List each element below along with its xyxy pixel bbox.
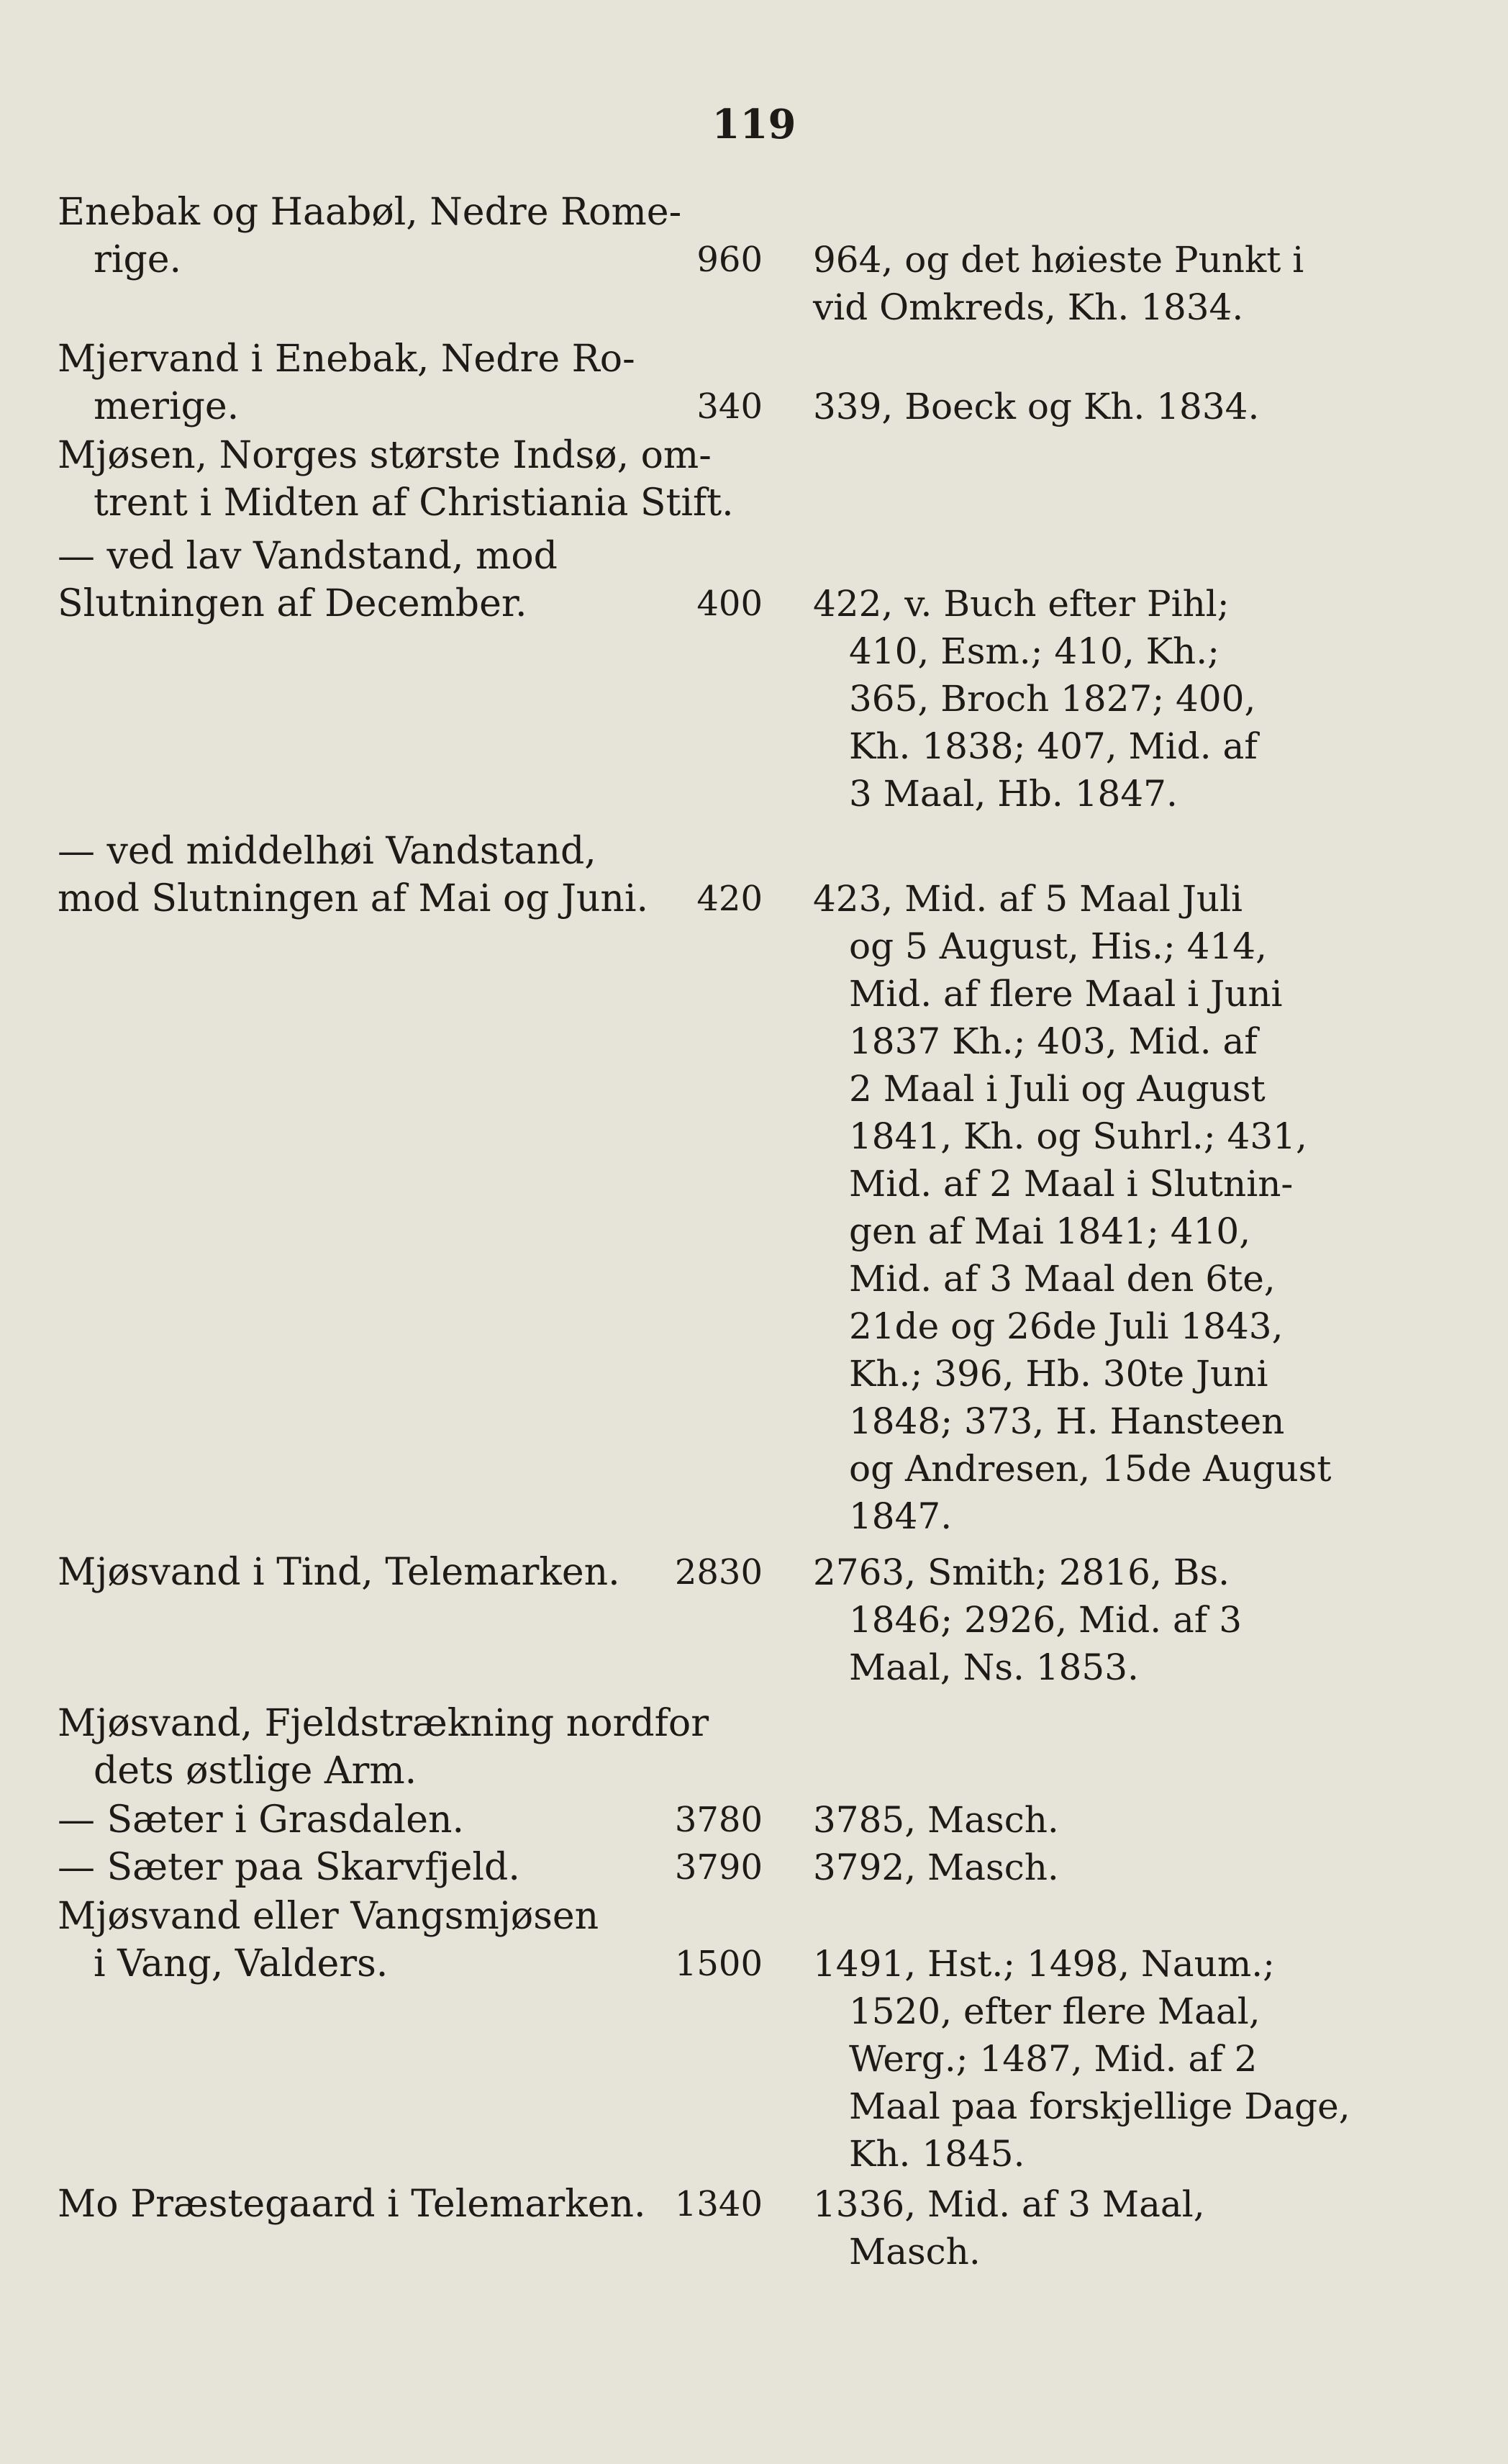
page-number: 119 bbox=[712, 101, 796, 148]
height-value: 1500 bbox=[674, 1944, 763, 1984]
reference-line: 964, og det høieste Punkt i bbox=[813, 239, 1304, 281]
reference-line: 1841, Kh. og Suhrl.; 431, bbox=[849, 1115, 1307, 1157]
reference-line: Maal, Ns. 1853. bbox=[849, 1647, 1139, 1688]
reference-line: Mid. af 3 Maal den 6te, bbox=[849, 1258, 1276, 1300]
location-line: trent i Midten af Christiania Stift. bbox=[94, 481, 734, 525]
reference-line: 1848; 373, H. Hansteen bbox=[849, 1400, 1285, 1442]
location-name bbox=[58, 2180, 646, 2228]
height-value: 3780 bbox=[674, 1800, 763, 1840]
measurement-references bbox=[813, 236, 1317, 331]
location-line: Mo Præstegaard i Telemarken. bbox=[58, 2183, 646, 2226]
location-line: Mjøsvand eller Vangsmjøsen bbox=[58, 1895, 599, 1938]
reference-line: 423, Mid. af 5 Maal Juli bbox=[813, 878, 1243, 920]
reference-line: Masch. bbox=[849, 2231, 981, 2273]
location-name bbox=[58, 1700, 709, 1795]
reference-line: 1336, Mid. af 3 Maal, bbox=[813, 2183, 1205, 2225]
location-line: — Sæter paa Skarvfjeld. bbox=[58, 1846, 520, 1889]
reference-line: Werg.; 1487, Mid. af 2 bbox=[849, 2038, 1258, 2080]
location-line: — Sæter i Grasdalen. bbox=[58, 1798, 465, 1842]
location-name bbox=[58, 432, 734, 527]
height-value: 960 bbox=[696, 240, 763, 280]
height-value: 420 bbox=[696, 879, 763, 919]
location-line: Mjøsen, Norges største Indsø, om- bbox=[58, 434, 712, 477]
location-line: — ved lav Vandstand, mod bbox=[58, 535, 558, 578]
measurement-references bbox=[813, 2180, 1317, 2275]
height-value: 340 bbox=[696, 386, 763, 427]
location-line: Mjøsvand i Tind, Telemarken. bbox=[58, 1551, 620, 1594]
location-name bbox=[58, 1549, 633, 1596]
location-line: — ved middelhøi Vandstand, bbox=[58, 830, 596, 873]
reference-line: vid Omkreds, Kh. 1834. bbox=[813, 286, 1244, 328]
location-line: Mjervand i Enebak, Nedre Ro- bbox=[58, 338, 635, 381]
reference-line: 1847. bbox=[849, 1495, 953, 1537]
reference-line: 21de og 26de Juli 1843, bbox=[849, 1305, 1284, 1347]
reference-line: Kh.; 396, Hb. 30te Juni bbox=[849, 1353, 1268, 1395]
reference-line: 1837 Kh.; 403, Mid. af bbox=[849, 1020, 1258, 1062]
location-name bbox=[58, 828, 649, 923]
measurement-references bbox=[813, 1844, 1317, 1891]
reference-line: og 5 August, His.; 414, bbox=[849, 925, 1267, 967]
measurement-references bbox=[813, 580, 1317, 817]
reference-line: og Andresen, 15de August bbox=[849, 1448, 1332, 1490]
reference-line: 422, v. Buch efter Pihl; bbox=[813, 583, 1230, 625]
location-name bbox=[58, 189, 682, 284]
reference-line: Maal paa forskjellige Dage, bbox=[849, 2085, 1350, 2127]
reference-line: 339, Boeck og Kh. 1834. bbox=[813, 386, 1260, 427]
reference-line: gen af Mai 1841; 410, bbox=[849, 1210, 1251, 1252]
measurement-references bbox=[813, 875, 1332, 1540]
reference-line: 3792, Masch. bbox=[813, 1847, 1059, 1888]
location-name bbox=[58, 533, 633, 628]
reference-line: 3785, Masch. bbox=[813, 1799, 1059, 1841]
location-line: Mjøsvand, Fjeldstrækning nordfor bbox=[58, 1702, 709, 1745]
measurement-references bbox=[813, 1940, 1350, 2178]
location-line: dets østlige Arm. bbox=[94, 1749, 417, 1793]
location-line: rige. bbox=[94, 238, 182, 281]
reference-line: 3 Maal, Hb. 1847. bbox=[849, 773, 1178, 815]
reference-line: 2763, Smith; 2816, Bs. bbox=[813, 1552, 1230, 1593]
reference-line: Mid. af flere Maal i Juni bbox=[849, 973, 1283, 1015]
reference-line: 1491, Hst.; 1498, Naum.; bbox=[813, 1943, 1275, 1985]
reference-line: 1846; 2926, Mid. af 3 bbox=[849, 1599, 1243, 1641]
height-value: 400 bbox=[696, 584, 763, 624]
measurement-references bbox=[813, 1549, 1317, 1691]
location-line: merige. bbox=[94, 385, 240, 428]
reference-line: Kh. 1845. bbox=[849, 2133, 1025, 2175]
reference-line: 365, Broch 1827; 400, bbox=[849, 678, 1256, 720]
height-value: 2830 bbox=[674, 1552, 763, 1593]
location-name bbox=[58, 1893, 633, 1988]
measurement-references bbox=[813, 1796, 1317, 1844]
location-line: mod Slutningen af Mai og Juni. bbox=[58, 877, 649, 920]
location-line: i Vang, Valders. bbox=[94, 1942, 389, 1985]
measurement-references bbox=[813, 383, 1317, 430]
reference-line: 2 Maal i Juli og August bbox=[849, 1068, 1266, 1110]
reference-line: Mid. af 2 Maal i Slutnin- bbox=[849, 1163, 1294, 1205]
location-name bbox=[58, 1844, 633, 1891]
height-value: 3790 bbox=[674, 1847, 763, 1888]
location-line: Slutningen af December. bbox=[58, 582, 527, 625]
reference-line: 410, Esm.; 410, Kh.; bbox=[849, 630, 1219, 672]
reference-line: Kh. 1838; 407, Mid. af bbox=[849, 725, 1258, 767]
height-value: 1340 bbox=[674, 2184, 763, 2224]
location-name bbox=[58, 335, 633, 430]
location-line: Enebak og Haabøl, Nedre Rome- bbox=[58, 191, 682, 234]
location-name bbox=[58, 1796, 633, 1844]
reference-line: 1520, efter flere Maal, bbox=[849, 1990, 1261, 2032]
